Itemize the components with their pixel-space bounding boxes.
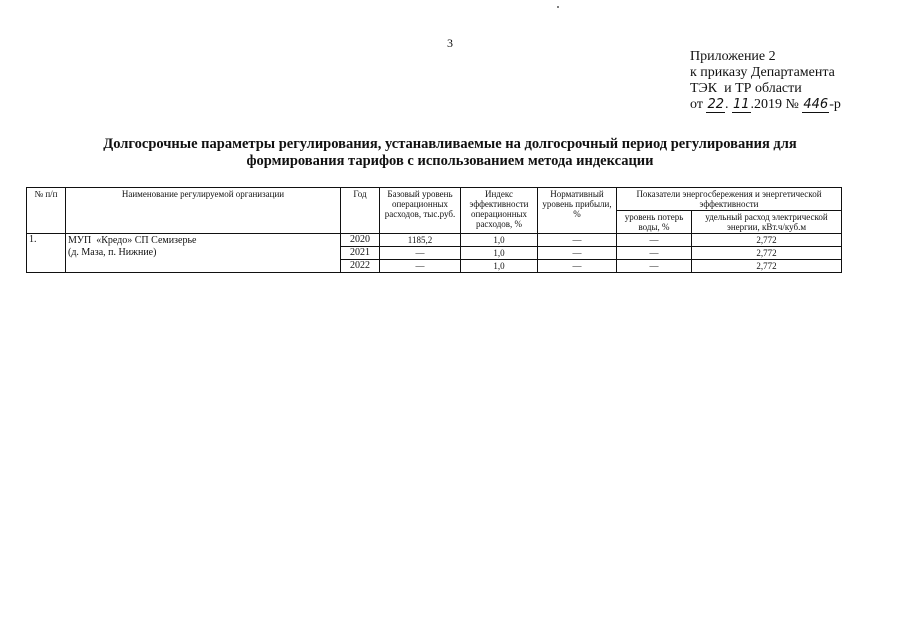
document-title	[40, 136, 860, 170]
appendix-date-line	[690, 97, 841, 113]
organization-name	[66, 234, 341, 273]
year-cell: 2021	[341, 247, 380, 260]
order-suffix: -р	[829, 97, 841, 112]
appendix-line-3: ТЭК и ТР области	[690, 81, 802, 96]
date-prefix: от	[690, 97, 703, 112]
scan-speck	[557, 6, 559, 8]
electricity-cell: 2,772	[692, 247, 842, 260]
base-costs-cell: —	[380, 247, 461, 260]
header-num: № п/п	[27, 188, 66, 234]
appendix-line-2: к приказу Департамента	[690, 65, 835, 80]
profit-level-cell: —	[538, 234, 617, 247]
efficiency-index-cell: 1,0	[461, 260, 538, 273]
header-row-1	[27, 188, 842, 211]
electricity-cell: 2,772	[692, 260, 842, 273]
appendix-line-1: Приложение 2	[690, 49, 776, 64]
date-day-handwritten: 22	[707, 97, 724, 112]
date-year: .2019 №	[750, 97, 799, 112]
header-efficiency-index: Индекс эффективности операционных расходов, %	[461, 188, 538, 234]
base-costs-cell: 1185,2	[380, 234, 461, 247]
year-cell: 2020	[341, 234, 380, 247]
row-number: 1.	[27, 234, 66, 273]
date-separator: .	[724, 97, 729, 112]
order-number-handwritten: 446	[803, 97, 829, 112]
electricity-cell: 2,772	[692, 234, 842, 247]
header-year: Год	[341, 188, 380, 234]
header-energy-group: Показатели энергосбережения и энергетической эффективности	[617, 188, 842, 211]
header-base-costs: Базовый уровень операционных расходов, тыс.руб.	[380, 188, 461, 234]
header-water-loss: уровень потерь воды, %	[617, 211, 692, 234]
header-profit-level: Нормативный уровень прибыли, %	[538, 188, 617, 234]
water-loss-cell: —	[617, 247, 692, 260]
organization-name-line-1: МУП «Кредо» СП Семизерье	[68, 235, 197, 246]
table-row	[27, 234, 842, 247]
header-org: Наименование регулируемой организации	[66, 188, 341, 234]
base-costs-cell: —	[380, 260, 461, 273]
parameters-table	[26, 187, 842, 273]
profit-level-cell: —	[538, 260, 617, 273]
appendix-block	[690, 49, 841, 113]
title-line-2: формирования тарифов с использованием метода индексации	[246, 153, 654, 169]
efficiency-index-cell: 1,0	[461, 247, 538, 260]
year-cell: 2022	[341, 260, 380, 273]
header-electricity: удельный расход электрической энергии, кВт.ч/куб.м	[692, 211, 842, 234]
date-month-handwritten: 11	[732, 97, 750, 112]
efficiency-index-cell: 1,0	[461, 234, 538, 247]
water-loss-cell: —	[617, 260, 692, 273]
organization-name-line-2: (д. Маза, п. Нижние)	[68, 247, 157, 258]
page-number: 3	[447, 36, 453, 50]
title-line-1: Долгосрочные параметры регулирования, устанавливаемые на долгосрочный период регулирования для	[103, 136, 797, 152]
profit-level-cell: —	[538, 247, 617, 260]
water-loss-cell: —	[617, 234, 692, 247]
